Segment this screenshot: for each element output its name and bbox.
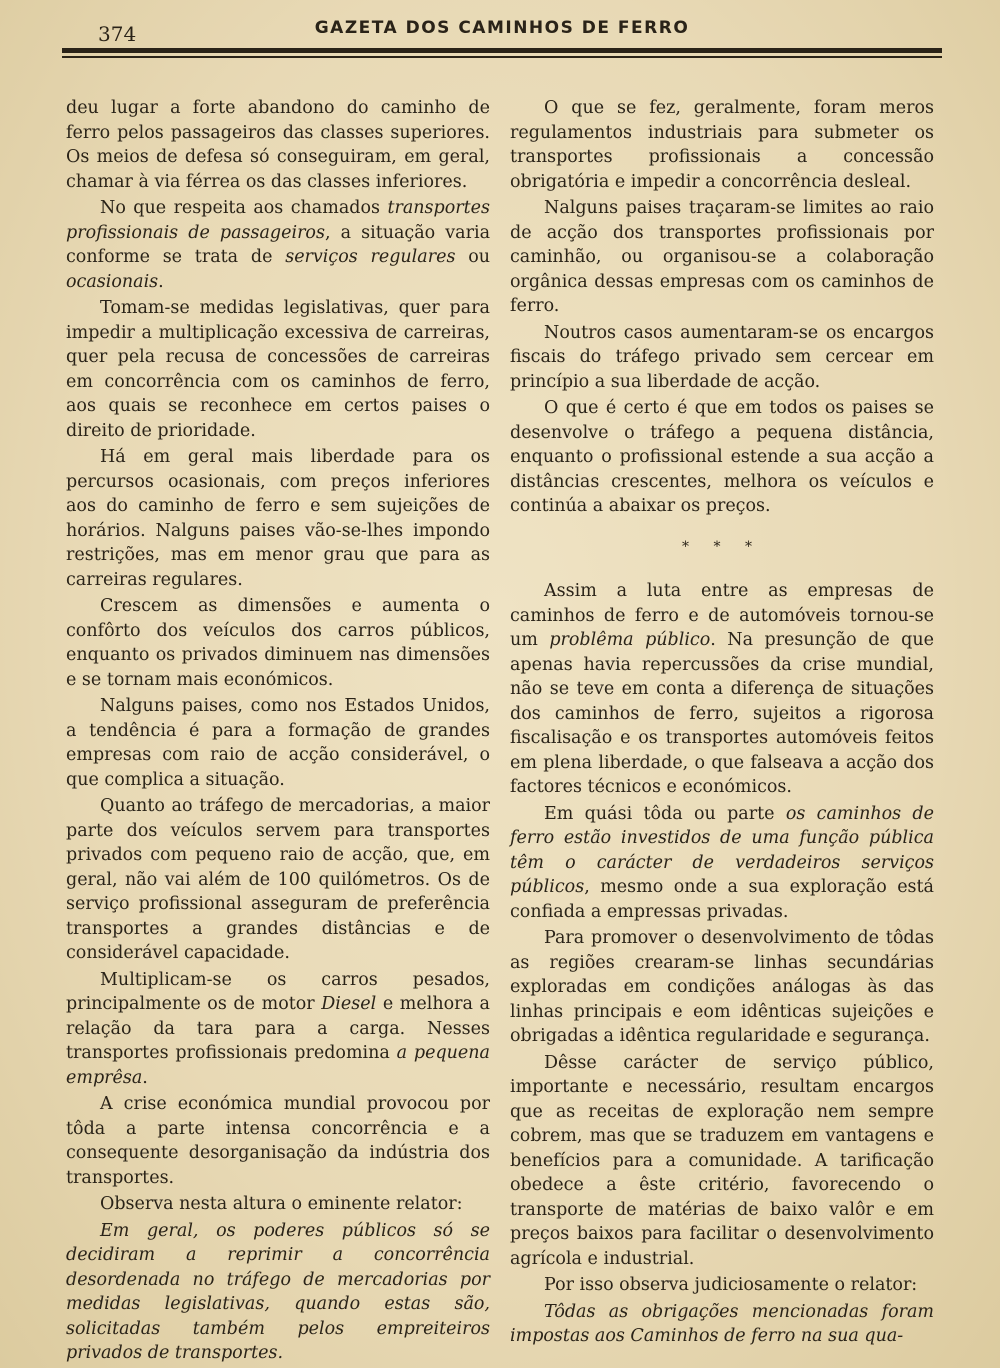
quotation: Tôdas as obrigações mencionadas foram impostas aos Caminhos de ferro na sua qua- [510,1301,934,1346]
right-column [510,96,934,1351]
paragraph: A crise económica mundial provocou por tôda a parte intensa concorrência e a consequente desorganisação da indústria dos transportes. [66,1094,490,1188]
paragraph: Noutros casos aumentaram-se os encargos fiscais do tráfego privado sem cercear em princípio a sua liberdade de acção. [510,322,934,392]
paragraph: Tomam-se medidas legislativas, quer para impedir a multiplicação excessiva de carreiras, quer pela recusa de concessões de carreiras em concorrência com os caminhos de ferro, aos quais se reconhece em certos paises o direito de prioridade. [66,298,490,441]
paragraph: deu lugar a forte abandono do caminho de ferro pelos passageiros das classes superiores. Os meios de defesa só conseguiram, em geral, chamar à via férrea os das classes inferiores. [66,98,490,192]
paragraph: O que se fez, geralmente, foram meros regulamentos industriais para submeter os transportes profissionais a concessão obrigatória e impedir a concorrência desleal. [510,98,934,192]
paragraph: Assim a luta entre as empresas de caminhos de ferro e de automóveis tornou-se um problêma público. Na presunção de que apenas havia repercussões da crise mundial, não se teve em conta a diferença de situações dos caminhos de ferro, sujeitos a rigorosa fiscalisação e os transportes automóveis feitos em plena liberdade, o que falseava a acção dos factores técnicos e económicos. [510,581,934,797]
paragraph: No que respeita aos chamados transportes profissionais de passageiros, a situação varia conforme se trata de serviços regulares ou ocasionais. [66,198,491,292]
paragraph: O que é certo é que em todos os paises se desenvolve o tráfego a pequena distância, enquanto o profissional estende a sua acção a distâncias crescentes, melhora os veículos e continúa a abaixar os preços. [510,398,934,516]
paragraph: Nalguns paises traçaram-se limites ao raio de acção dos transportes profissionais por caminhão, ou organisou-se a colaboração orgânica dessas empresas com os caminhos de ferro. [510,198,934,316]
page-number: 374 [98,22,137,46]
running-title: GAZETA DOS CAMINHOS DE FERRO [314,18,690,38]
paragraph: Para promover o desenvolvimento de tôdas as regiões crearam-se linhas secundárias exploradas em condições análogas às das linhas principais e eom idênticas sujeições e obrigadas a idêntica regularidade e segurança. [510,928,934,1046]
paragraph: Há em geral mais liberdade para os percursos ocasionais, com preços inferiores aos do caminho de ferro e sem sujeições de horários. Nalguns paises vão-se-lhes impondo restrições, mas em menor grau que para as carreiras regulares. [66,447,490,590]
paragraph: Nalguns paises, como nos Estados Unidos, a tendência é para a formação de grandes empresas com raio de acção considerável, o que complica a situação. [66,696,490,790]
paragraph: Em quási tôda ou parte os caminhos de ferro estão investidos de uma função pública têm o carácter de verdadeiros serviços públicos, mesmo onde a sua exploração está confiada a empressas privadas. [510,803,934,922]
paragraph: Dêsse carácter de serviço público, importante e necessário, resultam encargos que as receitas de exploração nem sempre cobrem, mas que se traduzem em vantagens e benefícios para a comunidade. A tarificação obedece a êste critério, favorecendo o transporte de matérias de baixo valôr e em preços baixos para facilitar o desenvolvimento agrícola e industrial. [510,1052,934,1269]
paragraph: Multiplicam-se os carros pesados, principalmente os de motor Diesel e melhora a relação da tara para a carga. Nesses transportes profissionais predomina a pequena emprêsa. [66,969,490,1088]
paragraph: Por isso observa judiciosamente o relator: [544,1275,918,1295]
paragraph: Crescem as dimensões e aumenta o confôrto dos veículos dos carros públicos, enquanto os privados diminuem nas dimensões e se tornam mais económicos. [66,596,490,690]
section-separator: * * * [682,538,762,555]
page-header [62,14,942,44]
left-column [66,96,490,1368]
header-rule-thin [62,56,942,58]
paragraph: Observa nesta altura o eminente relator: [100,1194,463,1214]
quotation: Em geral, os poderes públicos só se decidiram a reprimir a concorrência desordenada no tráfego de mercadorias por medidas legislativas, quando estas são, solicitadas também pelos empreiteiros privados de transportes. [66,1220,490,1363]
paragraph: Quanto ao tráfego de mercadorias, a maior parte dos veículos servem para transportes privados com pequeno raio de acção, que, em geral, não vai além de 100 quilómetros. Os de serviço profissional asseguram de preferência transportes a grandes distâncias e de considerável capacidade. [66,796,490,963]
header-rule-thick [62,48,942,53]
